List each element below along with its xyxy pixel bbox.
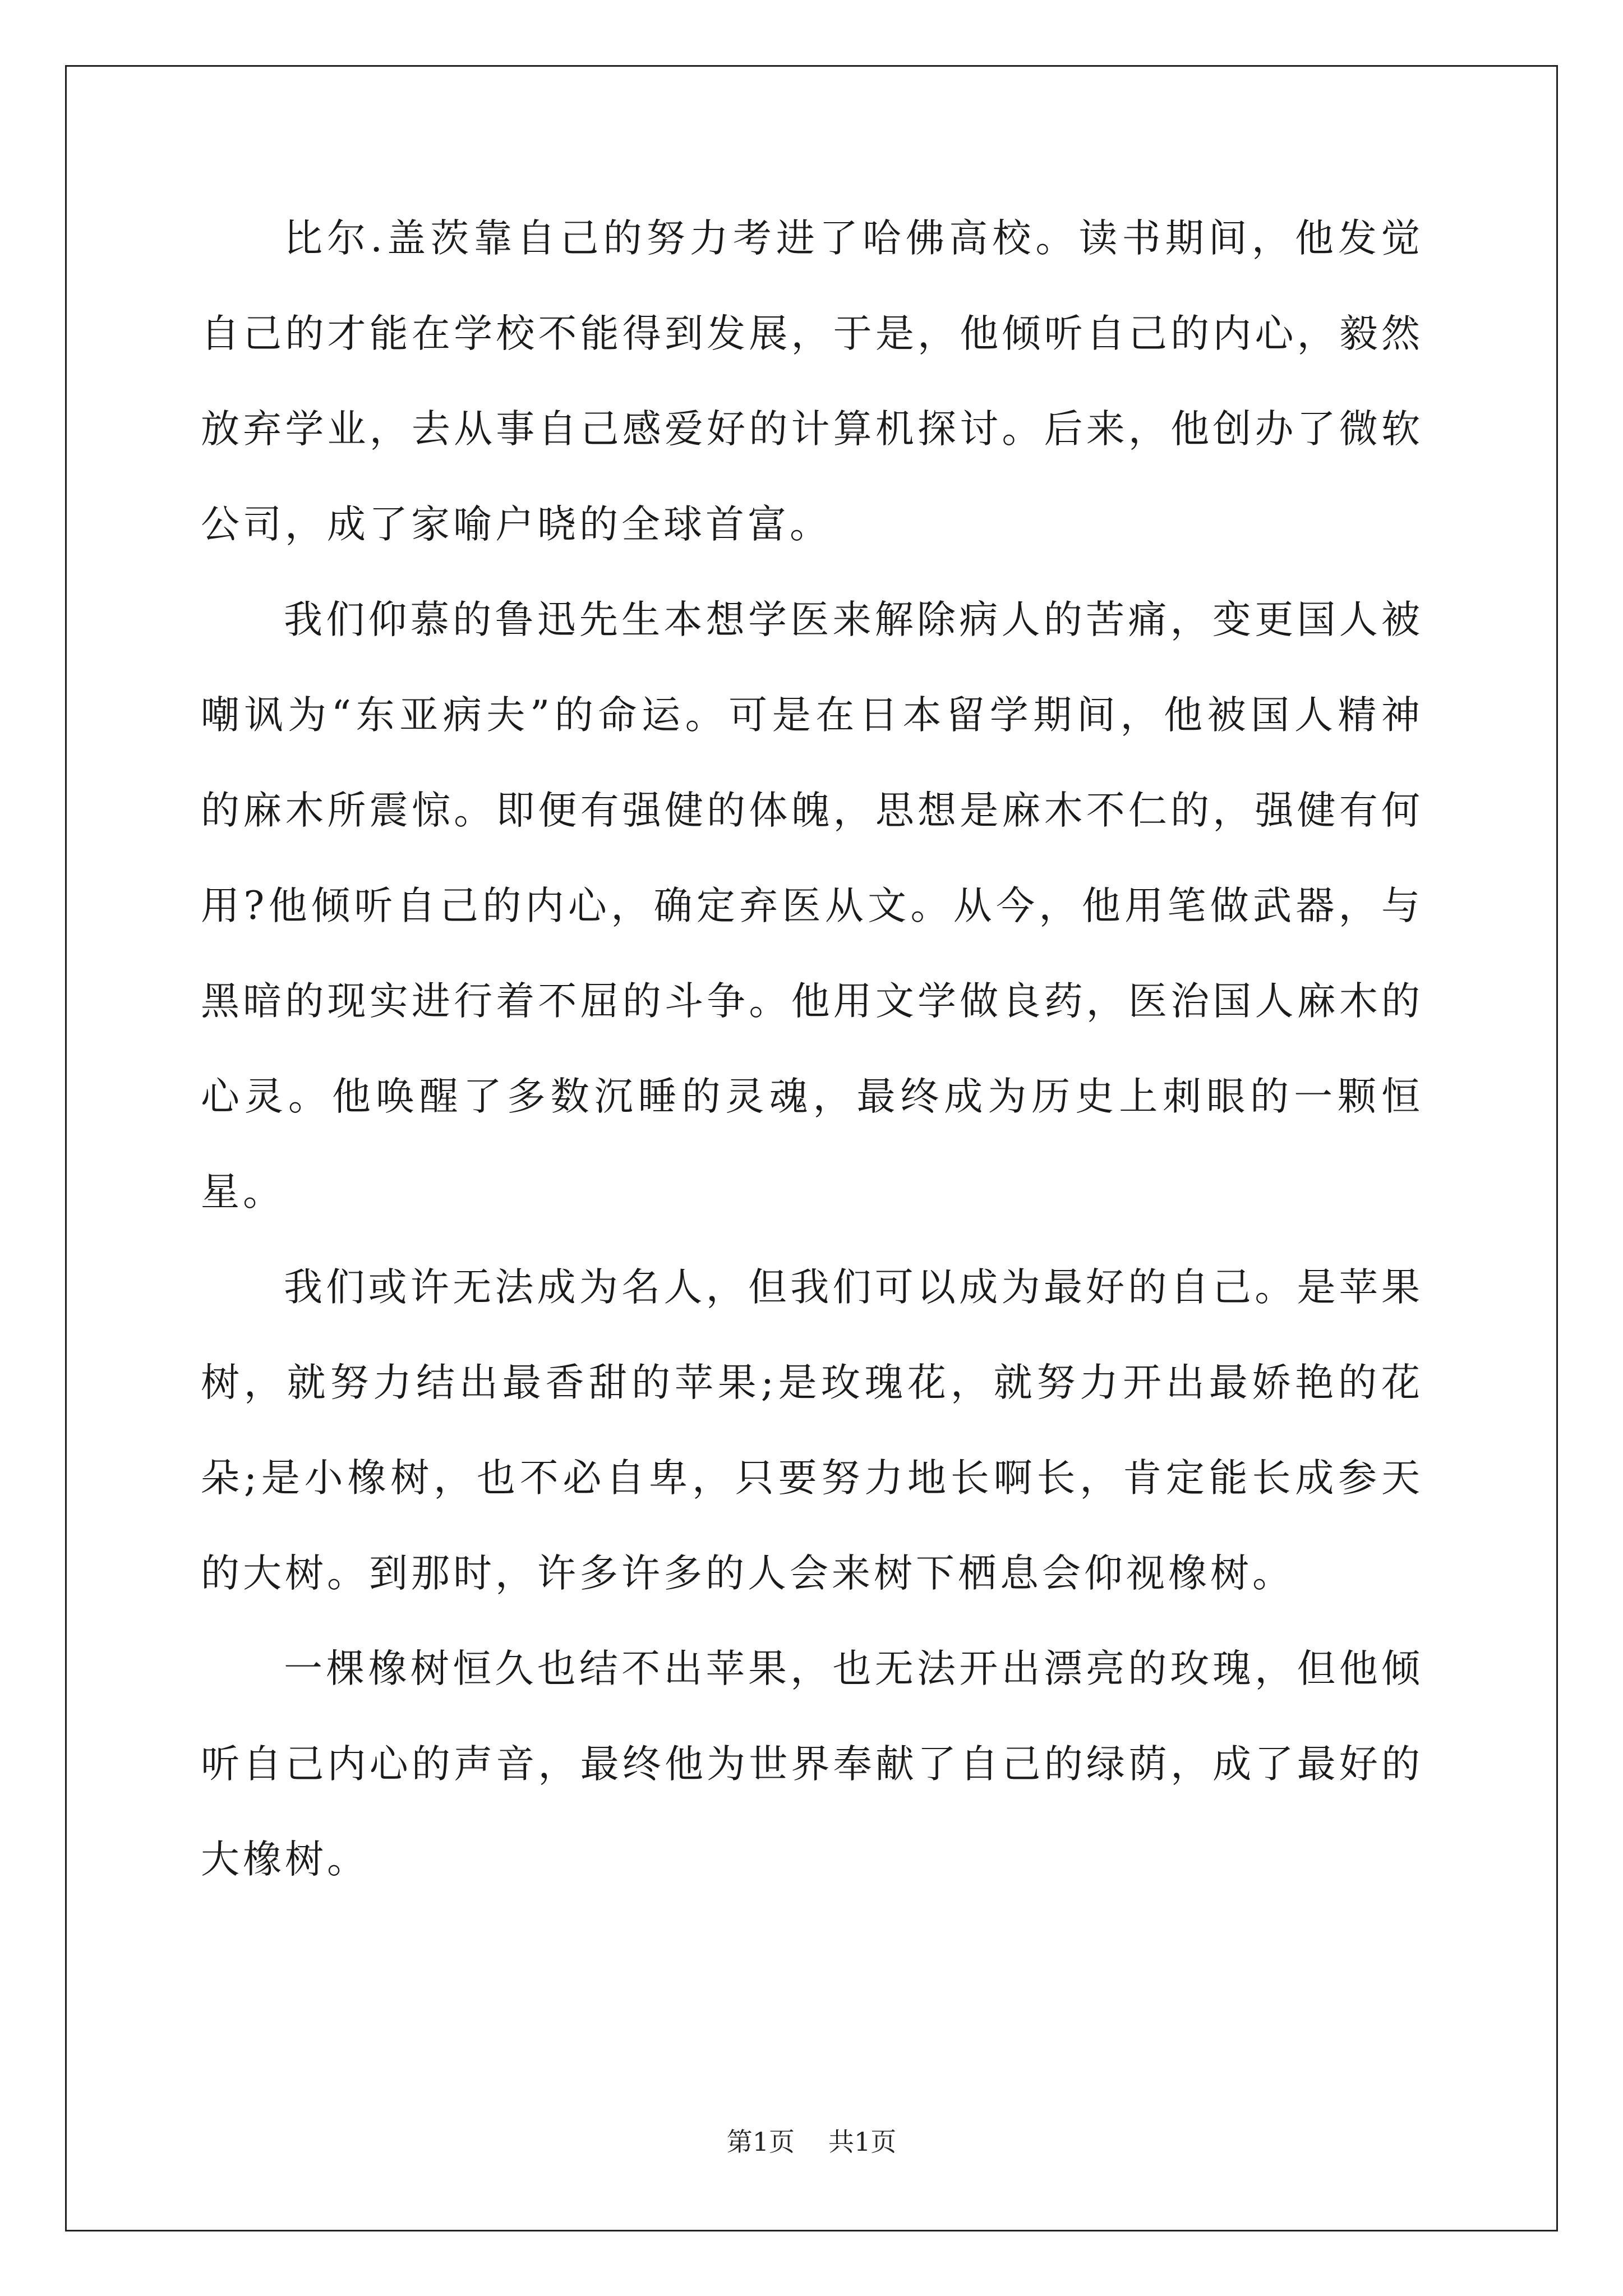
paragraph-3: 我们或许无法成为名人，但我们可以成为最好的自己。是苹果树，就努力结出最香甜的苹果;是玫瑰花，就努力开出最娇艳的花朵;是小橡树，也不必自卑，只要努力地长啊长，肯定能长成参天的大树。到那时，许多许多的人会来树下栖息会仰视橡树。 bbox=[201, 1265, 1423, 1596]
document-body bbox=[201, 191, 1423, 1907]
page-footer bbox=[0, 2122, 1623, 2159]
page-number: 第1页 bbox=[726, 2127, 795, 2157]
paragraph-1: 比尔.盖茨靠自己的努力考进了哈佛高校。读书期间，他发觉自己的才能在学校不能得到发展，于是，他倾听自己的内心，毅然放弃学业，去从事自己感爱好的计算机探讨。后来，他创办了微软公司，成了家喻户晓的全球首富。 bbox=[201, 216, 1423, 547]
total-pages: 共1页 bbox=[828, 2127, 897, 2157]
paragraph-4: 一棵橡树恒久也结不出苹果，也无法开出漂亮的玫瑰，但他倾听自己内心的声音，最终他为世界奉献了自己的绿荫，成了最好的大橡树。 bbox=[201, 1646, 1423, 1882]
paragraph-2: 我们仰慕的鲁迅先生本想学医来解除病人的苦痛，变更国人被嘲讽为“东亚病夫”的命运。可是在日本留学期间，他被国人精神的麻木所震惊。即便有强健的体魄，思想是麻木不仁的，强健有何用?他倾听自己的内心，确定弃医从文。从今，他用笔做武器，与黑暗的现实进行着不屈的斗争。他用文学做良药，医治国人麻木的心灵。他唤醒了多数沉睡的灵魂，最终成为历史上刺眼的一颗恒星。 bbox=[201, 597, 1423, 1214]
